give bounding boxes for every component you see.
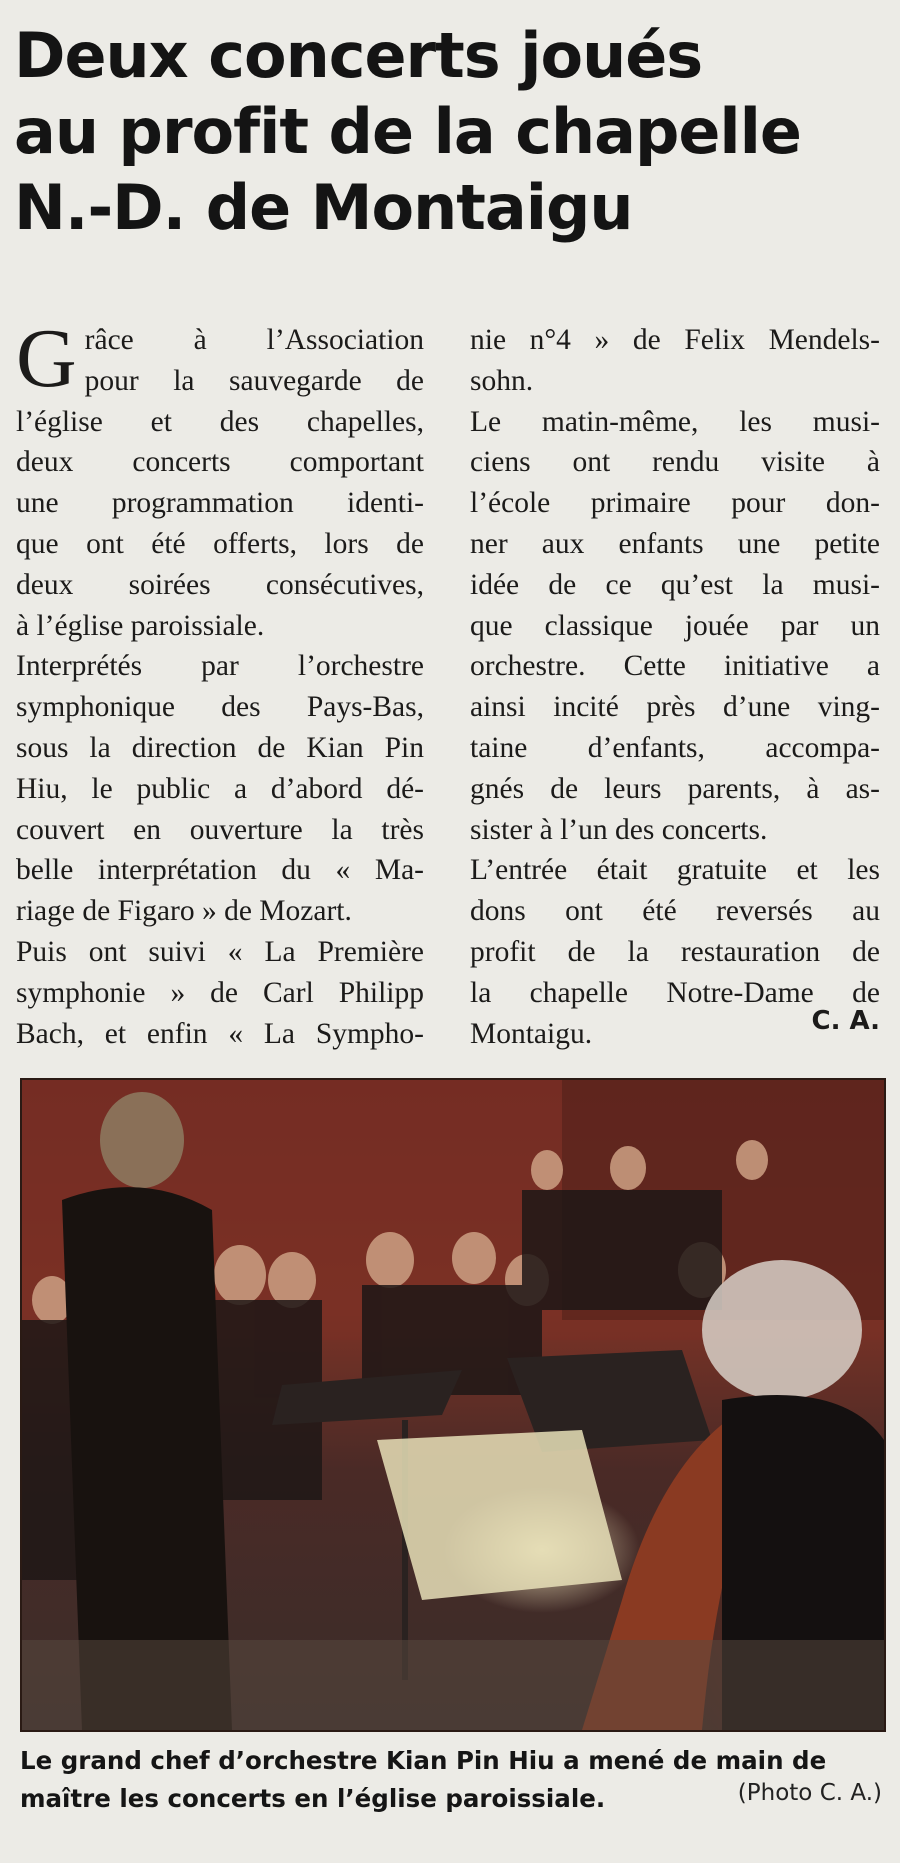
- article-line: que ont été offerts, lors de: [16, 527, 424, 560]
- article-line: symphonique des Pays-Bas,: [16, 691, 424, 724]
- article-line: Puis ont suivi « La Première: [16, 935, 424, 968]
- headline-line: N.-D. de Montaigu: [14, 171, 633, 244]
- article-line: ainsi incité près d’une ving-: [470, 691, 880, 724]
- article-line: riage de Figaro » de Mozart.: [16, 895, 352, 928]
- drop-cap: G: [16, 312, 77, 405]
- article-line: sohn.: [470, 364, 534, 397]
- article-line: nie n°4 » de Felix Mendels-: [470, 324, 880, 356]
- article-line: dons ont été reversés au: [470, 895, 880, 928]
- article-column-left: [16, 312, 424, 1054]
- article-line: symphonie » de Carl Philipp: [16, 976, 424, 1009]
- article-line: ciens ont rendu visite à: [470, 446, 880, 479]
- article-line: pour la sauvegarde de: [84, 364, 424, 397]
- photo-credit: (Photo C. A.): [737, 1780, 882, 1806]
- article-column-right: [470, 320, 880, 1054]
- article-line: Interprétés par l’orchestre: [16, 650, 424, 683]
- article-line: L’entrée était gratuite et les: [470, 854, 880, 887]
- article-line: taine d’enfants, accompa-: [470, 731, 880, 764]
- article-line: que classique jouée par un: [470, 609, 880, 642]
- article-line: Bach, et enfin « La Sympho-: [16, 1017, 424, 1050]
- article-line: idée de ce qu’est la musi-: [470, 568, 880, 601]
- article-line: deux soirées consécutives,: [16, 568, 424, 601]
- article-line: sous la direction de Kian Pin: [16, 731, 424, 764]
- headline: [14, 18, 894, 246]
- caption-line: maître les concerts en l’église paroissiale.: [20, 1784, 606, 1813]
- article-line: sister à l’un des concerts.: [470, 813, 768, 846]
- article-line: orchestre. Cette initiative a: [470, 650, 880, 683]
- orchestra-illustration: [22, 1080, 884, 1730]
- article-line: Montaigu.: [470, 1017, 593, 1050]
- article-line: une programmation identi-: [16, 487, 424, 520]
- headline-line: au profit de la chapelle: [14, 95, 801, 168]
- caption-line: Le grand chef d’orchestre Kian Pin Hiu a mené de main de: [20, 1746, 827, 1775]
- author-signature: C. A.: [811, 1006, 880, 1036]
- article-line: la chapelle Notre-Dame de: [470, 976, 880, 1009]
- headline-line: Deux concerts joués: [14, 19, 703, 92]
- article-line: ner aux enfants une petite: [470, 527, 880, 560]
- article-line: râce à l’Association: [84, 324, 424, 356]
- article-line: Hiu, le public a d’abord dé-: [16, 772, 424, 805]
- article-line: gnés de leurs parents, à as-: [470, 772, 880, 805]
- article-line: deux concerts comportant: [16, 446, 424, 479]
- article-line: belle interprétation du « Ma-: [16, 854, 424, 887]
- article-line: l’école primaire pour don-: [470, 487, 880, 520]
- article-line: Le matin-même, les musi-: [470, 405, 880, 438]
- article-line: profit de la restauration de: [470, 935, 880, 968]
- concert-photo: [20, 1078, 886, 1732]
- article-line: couvert en ouverture la très: [16, 813, 424, 846]
- article-line: l’église et des chapelles,: [16, 405, 424, 438]
- article-line: à l’église paroissiale.: [16, 609, 265, 642]
